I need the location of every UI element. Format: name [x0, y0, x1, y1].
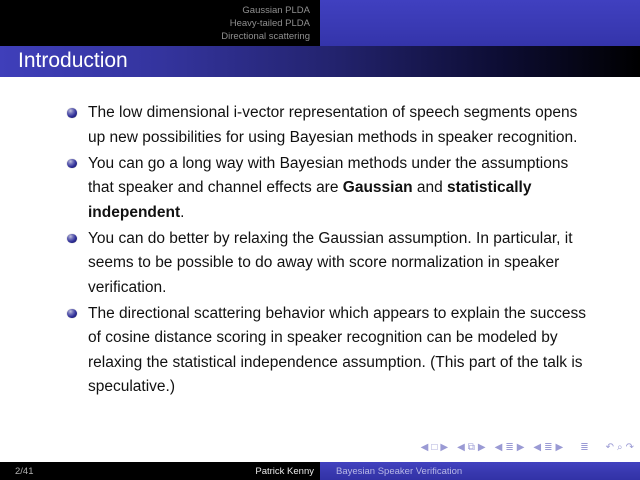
frame-icon[interactable]: ⧉: [467, 442, 475, 453]
appendix-navigation: [580, 443, 588, 453]
back-icon[interactable]: ↶: [605, 442, 614, 453]
search-icon[interactable]: ⌕: [617, 442, 623, 453]
bullet-text: .: [180, 203, 185, 221]
footer-right-panel: [320, 462, 640, 480]
header-section-directional-scattering[interactable]: Directional scattering: [221, 31, 310, 42]
subsection-navigation: [495, 443, 525, 453]
bullet-ball-icon: [67, 234, 77, 244]
bullet-ball-icon: [67, 108, 77, 118]
bullet-text: and: [412, 179, 448, 196]
frame-navigation: [457, 443, 486, 453]
frame-title-bar: [0, 46, 640, 77]
bullet-list: [88, 101, 594, 401]
section-navigation: [533, 443, 563, 453]
section-icon[interactable]: ≣: [544, 442, 553, 453]
footer-bar: [0, 462, 640, 480]
back-find-forward-navigation: [606, 443, 634, 453]
bullet-text: The directional scattering behavior which appears to explain the success of cosine distance scoring in speaker recognition can be modeled by relaxing the statistical independence assumption. (This part of the talk is speculative.): [88, 304, 586, 395]
frame-number: 2/41: [15, 465, 34, 477]
footer-left-panel: [0, 462, 320, 480]
next-frame-icon[interactable]: ▶: [477, 442, 486, 453]
prev-slide-icon[interactable]: ◀: [420, 442, 429, 453]
bullet-item: [88, 152, 594, 226]
subsection-icon[interactable]: ≣: [505, 442, 514, 453]
bullet-ball-icon: [67, 159, 77, 169]
bullet-text-bold: Gaussian: [342, 179, 413, 196]
header-section-gaussian-plda[interactable]: Gaussian PLDA: [242, 5, 310, 16]
bullet-item: [88, 302, 594, 400]
next-subsection-icon[interactable]: ▶: [516, 442, 525, 453]
next-section-icon[interactable]: ▶: [555, 442, 564, 453]
forward-icon[interactable]: ↷: [625, 442, 634, 453]
header-subsection-panel: [320, 0, 640, 46]
frame-title: Introduction: [18, 49, 128, 72]
footer-author: Patrick Kenny: [255, 465, 314, 477]
next-slide-icon[interactable]: ▶: [440, 442, 449, 453]
header-section-list: [0, 0, 320, 46]
header-section-heavy-tailed-plda[interactable]: Heavy-tailed PLDA: [229, 18, 310, 29]
slide-icon[interactable]: □: [431, 442, 438, 453]
slide-navigation: [421, 443, 448, 453]
bullet-item: [88, 227, 594, 301]
bullet-text: You can do better by relaxing the Gaussian assumption. In particular, it seems to be possible to do away with score normalization in speaker verification.: [88, 229, 573, 296]
bullet-text: You can go a long way with Bayesian methods under the assumptions that speaker and channel effects are: [88, 154, 569, 196]
bullet-text-bold: statistically independent: [88, 179, 532, 221]
prev-frame-icon[interactable]: ◀: [457, 442, 465, 453]
prev-section-icon[interactable]: ◀: [533, 442, 542, 453]
navigation-symbols: [421, 443, 634, 453]
appendix-icon[interactable]: ≣: [580, 442, 589, 453]
bullet-item: [88, 101, 594, 150]
footer-short-title: Bayesian Speaker Verification: [336, 465, 463, 477]
bullet-text: The low dimensional i-vector representation of speech segments opens up new possibilities for using Bayesian methods in speaker recognition.: [88, 104, 578, 146]
header-bar: [0, 0, 640, 46]
bullet-ball-icon: [67, 309, 77, 319]
prev-subsection-icon[interactable]: ◀: [494, 442, 503, 453]
